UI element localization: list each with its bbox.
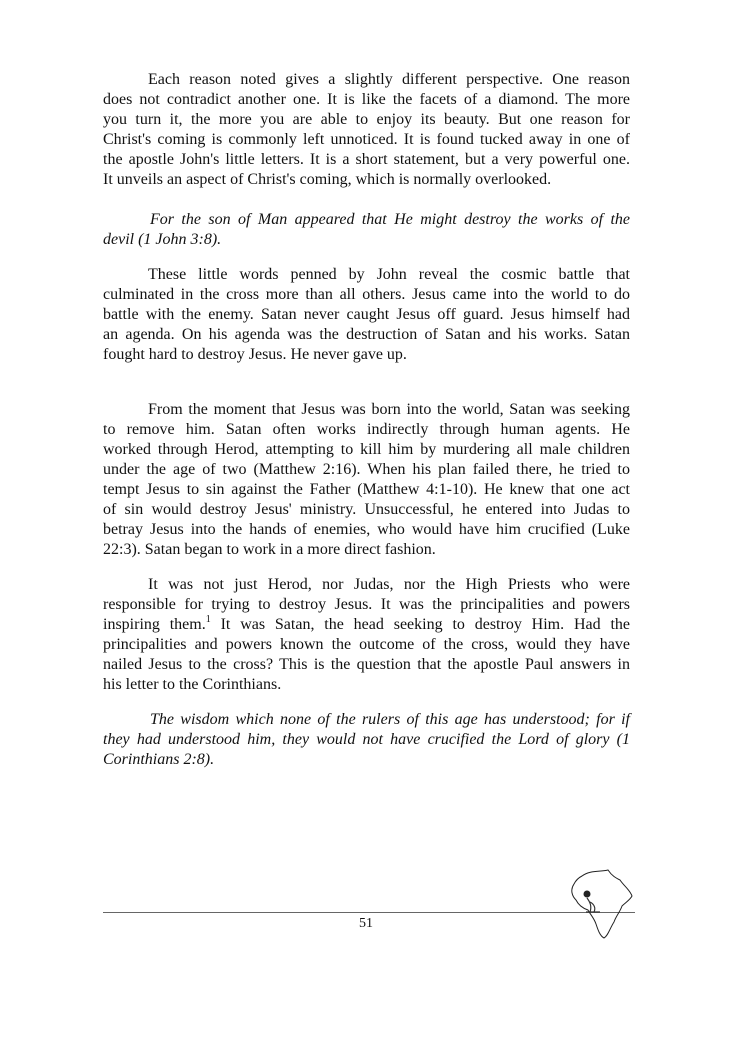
text-line: These little words penned by John reveal the cosmic battle that [148, 266, 630, 283]
text-line: tempt Jesus to sin against the Father (Matthew 4:1-10). He knew that one act [103, 481, 630, 498]
paragraph [103, 575, 630, 695]
footnote-marker[interactable]: 1 [205, 614, 211, 625]
text-line: Christ's coming is commonly left unnoticed. It is found tucked away in one of [103, 131, 630, 148]
paragraph [103, 400, 630, 560]
text-line: his letter to the Corinthians. [103, 676, 282, 693]
text-line: battle with the enemy. Satan never caught Jesus off guard. Jesus himself had [103, 306, 630, 323]
text-line: an agenda. On his agenda was the destruction of Satan and his works. Satan [103, 326, 630, 343]
text-line: to remove him. Satan often works indirectly through human agents. He [103, 421, 630, 438]
footer-rule [103, 912, 635, 913]
paragraph [103, 265, 630, 365]
text-line: It unveils an aspect of Christ's coming, which is normally overlooked. [103, 171, 552, 188]
paragraph [103, 70, 630, 190]
text-line: they had understood him, they would not have crucified the Lord of glory (1 [103, 731, 630, 748]
text-line: Corinthians 2:8). [103, 751, 215, 768]
text-segment: It was Satan, the head seeking to destroy Him. Had the [210, 616, 630, 633]
text-segment: inspiring them. [103, 616, 206, 633]
text-line: betray Jesus into the hands of enemies, who would have him crucified (Luke [103, 521, 630, 538]
text-line: you turn it, the more you are able to enjoy its beauty. But one reason for [103, 111, 630, 128]
text-line [103, 615, 630, 635]
page-number: 51 [359, 916, 373, 931]
text-line: From the moment that Jesus was born into the world, Satan was seeking [148, 401, 630, 418]
scripture-quote [103, 710, 630, 770]
text-line: It was not just Herod, nor Judas, nor the High Priests who were [148, 576, 630, 593]
text-line: The wisdom which none of the rulers of this age has understood; for if [150, 711, 630, 728]
text-line: the apostle John's little letters. It is a short statement, but a very powerful one. [103, 151, 630, 168]
text-line: 22:3). Satan began to work in a more direct fashion. [103, 541, 436, 558]
text-line: devil (1 John 3:8). [103, 231, 222, 248]
text-line: nailed Jesus to the cross? This is the question that the apostle Paul answers in [103, 656, 630, 673]
text-line: of sin would destroy Jesus' ministry. Unsuccessful, he entered into Judas to [103, 501, 630, 518]
text-line: worked through Herod, attempting to kill him by murdering all male children [103, 441, 630, 458]
africa-logo-icon [560, 866, 640, 942]
text-line: Each reason noted gives a slightly different perspective. One reason [148, 71, 630, 88]
scripture-quote [103, 210, 630, 250]
text-line: fought hard to destroy Jesus. He never gave up. [103, 346, 407, 363]
text-line: culminated in the cross more than all others. Jesus came into the world to do [103, 286, 630, 303]
text-line: principalities and powers known the outcome of the cross, would they have [103, 636, 630, 653]
text-line: responsible for trying to destroy Jesus. It was the principalities and powers [103, 596, 630, 613]
text-line: under the age of two (Matthew 2:16). When his plan failed there, he tried to [103, 461, 630, 478]
text-line: For the son of Man appeared that He might destroy the works of the [150, 211, 630, 228]
text-line: does not contradict another one. It is like the facets of a diamond. The more [103, 91, 630, 108]
